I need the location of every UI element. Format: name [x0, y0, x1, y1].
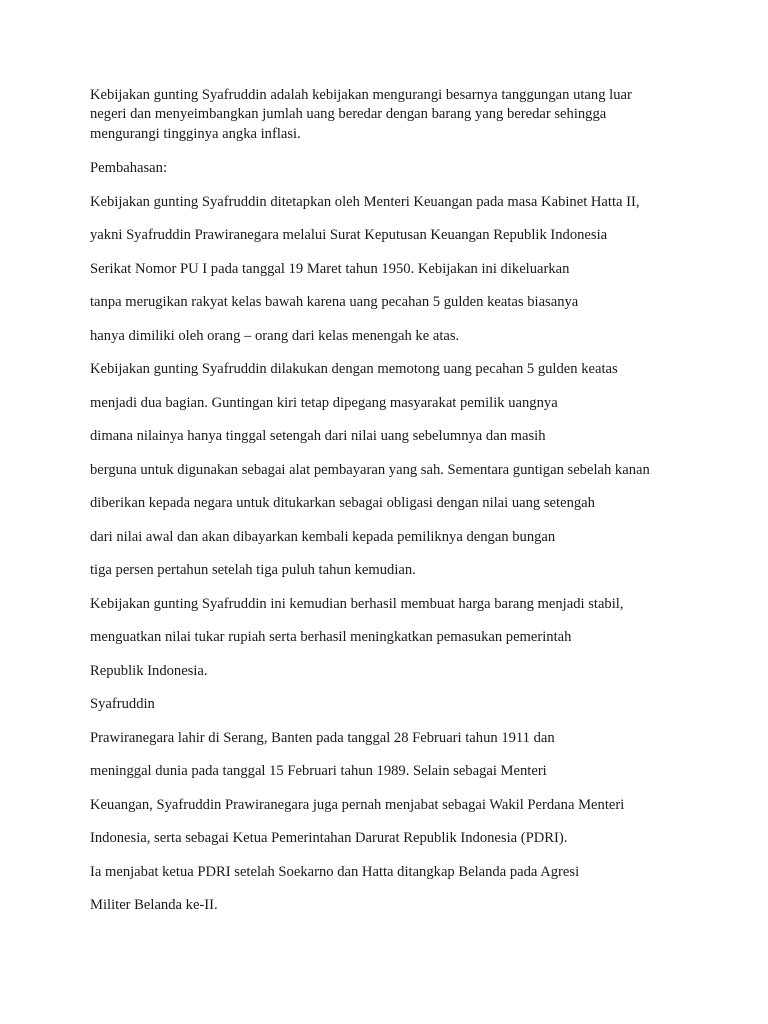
text-line: mengurangi tingginya angka inflasi.	[90, 125, 301, 142]
text-line: menguatkan nilai tukar rupiah serta berhasil meningkatkan pemasukan pemerintah	[90, 629, 572, 646]
text-line: dimana nilainya hanya tinggal setengah dari nilai uang sebelumnya dan masih	[90, 428, 546, 445]
text-line: Prawiranegara lahir di Serang, Banten pada tanggal 28 Februari tahun 1911 dan	[90, 729, 555, 746]
text-line: tanpa merugikan rakyat kelas bawah karena uang pecahan 5 gulden keatas biasanya	[90, 294, 579, 311]
text-line: Republik Indonesia.	[90, 662, 208, 679]
text-line: Ia menjabat ketua PDRI setelah Soekarno dan Hatta ditangkap Belanda pada Agresi	[90, 863, 580, 880]
text-line: Kebijakan gunting Syafruddin ini kemudian berhasil membuat harga barang menjadi stabil,	[90, 595, 624, 612]
text-line: diberikan kepada negara untuk ditukarkan sebagai obligasi dengan nilai uang setengah	[90, 495, 595, 512]
text-line: Keuangan, Syafruddin Prawiranegara juga pernah menjabat sebagai Wakil Perdana Menteri	[90, 796, 625, 813]
document-body	[90, 86, 690, 923]
text-line: Indonesia, serta sebagai Ketua Pemerintahan Darurat Republik Indonesia (PDRI).	[90, 830, 568, 847]
text-line: tiga persen pertahun setelah tiga puluh tahun kemudian.	[90, 562, 416, 579]
section-heading: Pembahasan:	[90, 160, 168, 177]
text-line: Kebijakan gunting Syafruddin ditetapkan oleh Menteri Keuangan pada masa Kabinet Hatta II,	[90, 193, 640, 210]
text-line: negeri dan menyeimbangkan jumlah uang beredar dengan barang yang beredar sehingga	[90, 106, 607, 123]
text-line: menjadi dua bagian. Guntingan kiri tetap dipegang masyarakat pemilik uangnya	[90, 394, 558, 411]
text-line: Kebijakan gunting Syafruddin adalah kebijakan mengurangi besarnya tanggungan utang luar	[90, 87, 632, 103]
paragraph-gap	[90, 144, 690, 152]
text-line: hanya dimiliki oleh orang – orang dari kelas menengah ke atas.	[90, 327, 460, 344]
text-line: berguna untuk digunakan sebagai alat pembayaran yang sah. Sementara guntigan sebelah kanan	[90, 461, 650, 478]
text-line: meninggal dunia pada tanggal 15 Februari tahun 1989. Selain sebagai Menteri	[90, 763, 547, 780]
text-line: Militer Belanda ke-II.	[90, 897, 218, 914]
text-line: dari nilai awal dan akan dibayarkan kembali kepada pemiliknya dengan bungan	[90, 528, 556, 545]
text-line: yakni Syafruddin Prawiranegara melalui Surat Keputusan Keuangan Republik Indonesia	[90, 227, 608, 244]
text-line: Kebijakan gunting Syafruddin dilakukan dengan memotong uang pecahan 5 gulden keatas	[90, 361, 618, 378]
text-line: Serikat Nomor PU I pada tanggal 19 Maret tahun 1950. Kebijakan ini dikeluarkan	[90, 260, 570, 277]
body-lines	[90, 152, 690, 923]
intro-paragraph	[90, 86, 690, 144]
text-line: Syafruddin	[90, 696, 155, 713]
